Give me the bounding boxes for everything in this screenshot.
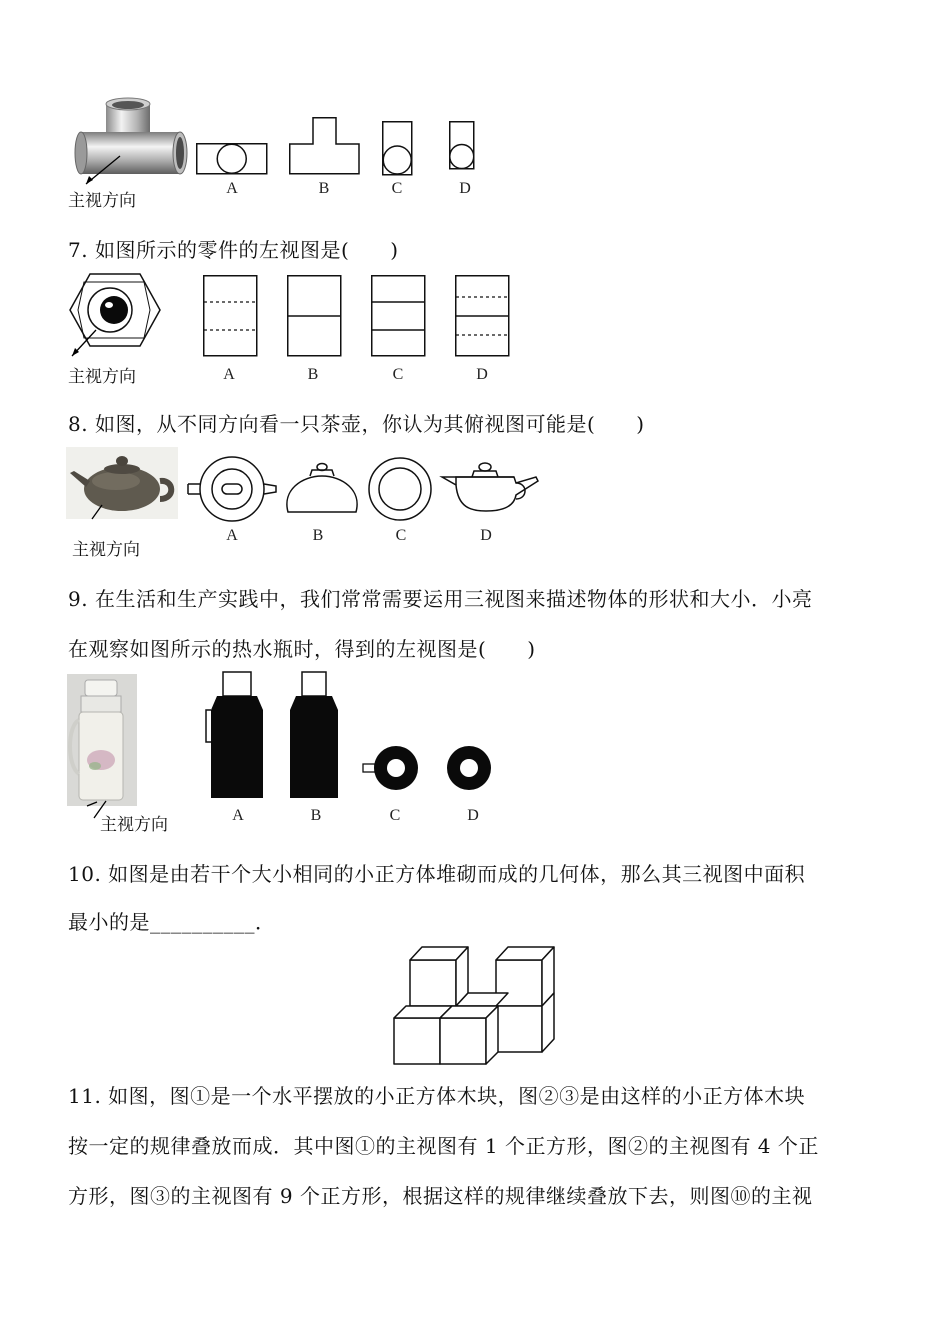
- q7-option-b-label: B: [307, 366, 319, 383]
- q10-text-line2: 最小的是__________．: [68, 910, 276, 934]
- q9-text-line2: 在观察如图所示的热水瓶时，得到的左视图是( ): [68, 637, 536, 661]
- q10-text-line1: 10. 如图是由若干个大小相同的小正方体堆砌而成的几何体，那么其三视图中面积: [68, 862, 806, 886]
- tee-pipe-photo: [76, 96, 191, 188]
- q8-option-c-label: C: [395, 527, 407, 544]
- q8-option-a-label: A: [226, 527, 238, 544]
- q6-option-c-drawing: [382, 121, 414, 177]
- thermos-photo: [67, 674, 137, 806]
- q7-option-a-label: A: [223, 366, 235, 383]
- q8-option-b-drawing: [284, 460, 360, 514]
- q9-option-c-label: C: [389, 807, 401, 824]
- q9-option-a-drawing: [205, 670, 265, 800]
- q8-option-d-drawing: [440, 459, 540, 513]
- q7-text: 7. 如图所示的零件的左视图是( ): [68, 238, 399, 262]
- q9-direction-label: 主视方向: [100, 815, 168, 835]
- q7-option-c-drawing: [371, 275, 427, 357]
- q9-text-line1: 9. 在生活和生产实践中，我们常常需要运用三视图来描述物体的形状和大小．小亮: [68, 587, 813, 611]
- q6-option-d-drawing: [449, 121, 477, 171]
- q6-option-c-label: C: [391, 180, 403, 197]
- q7-option-a-drawing: [203, 275, 259, 357]
- q9-option-b-label: B: [310, 807, 322, 824]
- q11-text-line2: 按一定的规律叠放而成．其中图①的主视图有 1 个正方形，图②的主视图有 4 个正: [68, 1134, 819, 1158]
- q8-option-d-label: D: [480, 527, 492, 544]
- q6-option-b-drawing: [289, 117, 361, 175]
- q6-option-a-label: A: [226, 180, 238, 197]
- q6-option-a-drawing: [196, 143, 268, 175]
- q6-direction-label: 主视方向: [68, 191, 136, 211]
- hex-nut-drawing: [66, 272, 162, 358]
- q8-direction-label: 主视方向: [72, 540, 140, 560]
- q11-text-line1: 11. 如图，图①是一个水平摆放的小正方体木块，图②③是由这样的小正方体木块: [68, 1084, 806, 1108]
- cube-stack-drawing: [392, 944, 560, 1068]
- q8-option-a-drawing: [186, 455, 278, 523]
- q9-option-b-drawing: [288, 670, 340, 800]
- q9-option-d-drawing: [444, 744, 494, 794]
- q7-option-b-drawing: [287, 275, 343, 357]
- q6-option-d-label: D: [459, 180, 471, 197]
- q7-option-d-label: D: [476, 366, 488, 383]
- q7-option-c-label: C: [392, 366, 404, 383]
- q7-option-d-drawing: [455, 275, 511, 357]
- q6-option-b-label: B: [318, 180, 330, 197]
- q9-option-d-label: D: [467, 807, 479, 824]
- q7-direction-label: 主视方向: [68, 367, 136, 387]
- q8-option-b-label: B: [312, 527, 324, 544]
- q8-text: 8. 如图，从不同方向看一只茶壶，你认为其俯视图可能是( ): [68, 412, 645, 436]
- q8-option-c-drawing: [366, 457, 434, 521]
- q11-text-line3: 方形，图③的主视图有 9 个正方形，根据这样的规律继续叠放下去，则图⑩的主视: [68, 1184, 813, 1208]
- q9-option-a-label: A: [232, 807, 244, 824]
- q9-option-c-drawing: [362, 744, 420, 794]
- teapot-photo: [66, 447, 178, 519]
